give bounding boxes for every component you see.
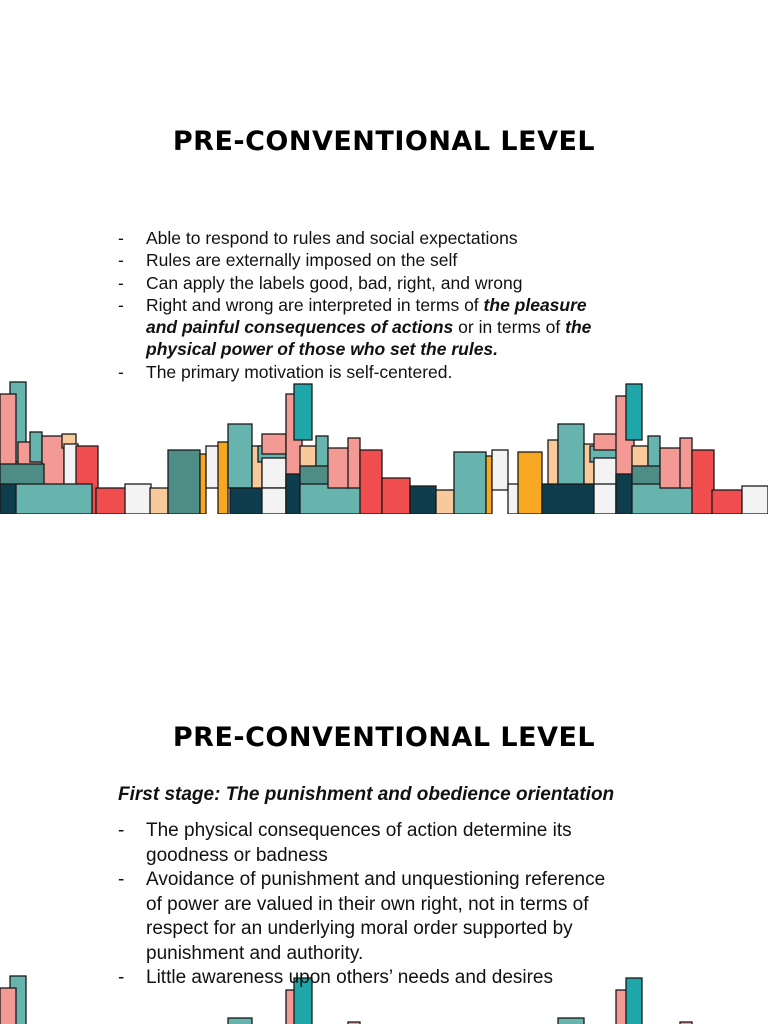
bullet-text-middle: or in terms of <box>453 317 566 338</box>
bullet-text: Rules are externally imposed on the self <box>146 250 458 271</box>
bullet-text: Avoidance of punishment and unquestioning reference of power are valued in their own right, not in terms of respect for an underlying moral order supported by punishment and authority. <box>146 869 606 964</box>
list-item <box>118 966 626 991</box>
list-item <box>118 227 616 249</box>
bullet-text: Able to respond to rules and social expectations <box>146 228 518 248</box>
bullet-text: Can apply the labels good, bad, right, and wrong <box>146 272 523 293</box>
list-item <box>118 868 626 966</box>
stage-subheading: First stage: The punishment and obedience orientation <box>118 784 615 805</box>
slide-2-bullet-list <box>118 819 626 991</box>
bullet-dash: - <box>118 820 125 841</box>
bullet-dash: - <box>118 361 124 382</box>
bullet-dash: - <box>118 869 125 890</box>
bullet-text: The primary motivation is self-centered. <box>146 361 453 382</box>
bullet-text: Little awareness upon others’ needs and desires <box>146 967 553 988</box>
list-item <box>118 272 616 294</box>
slide-gap <box>0 514 768 590</box>
list-item <box>118 294 616 361</box>
slide-1-title: PRE-CONVENTIONAL LEVEL <box>172 126 596 157</box>
bullet-dash: - <box>118 272 124 293</box>
list-item <box>118 249 616 271</box>
bullet-text: The physical consequences of action determine its goodness or badness <box>146 820 572 866</box>
bullet-dash: - <box>118 294 124 315</box>
bullet-text-start: Right and wrong are interpreted in terms of <box>146 294 484 315</box>
bullet-dash: - <box>118 250 124 271</box>
slide-1-bullet-list <box>118 227 616 383</box>
slide-2-title: PRE-CONVENTIONAL LEVEL <box>172 722 596 753</box>
bullet-dash: - <box>118 228 124 248</box>
city-skyline-illustration <box>0 374 768 514</box>
list-item <box>118 361 616 383</box>
emphasis-physical-power: the physical power of those who set the rules. <box>146 317 592 360</box>
bullet-dash: - <box>118 967 125 988</box>
emphasis-consequences: the pleasure and painful consequences of actions <box>146 294 587 338</box>
list-item <box>118 819 626 868</box>
